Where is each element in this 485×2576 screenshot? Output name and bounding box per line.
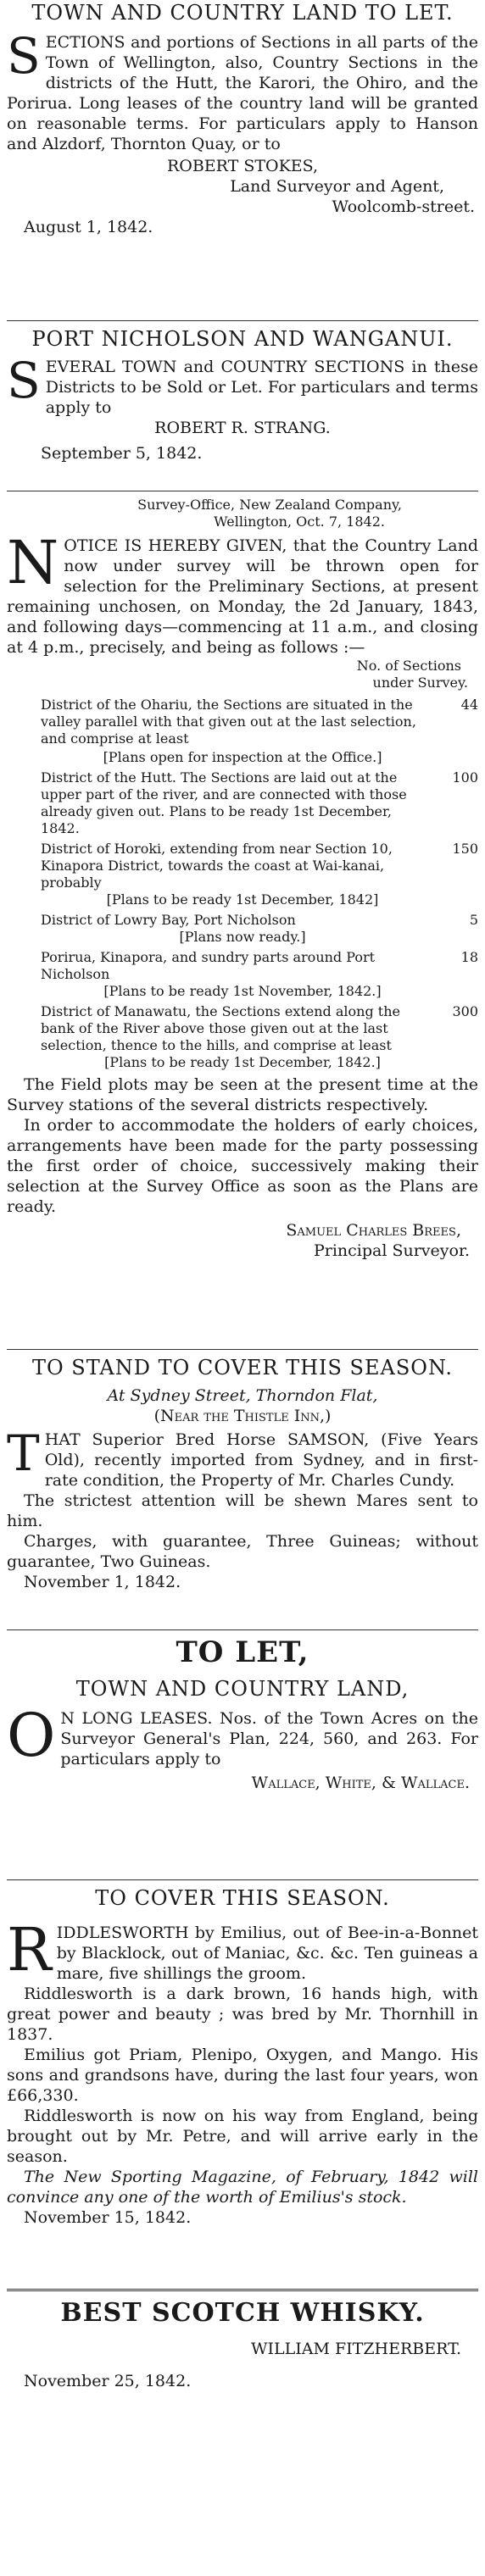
- ad-body: IDDLESWORTH by Emilius, out of Bee-in-a-Bonnet by Blacklock, out of Maniac, &c. &c. Ten guineas a mare, five shillings the groom.: [56, 1924, 478, 1983]
- district-note: [Plans to be ready 1st November, 1842.]: [103, 983, 382, 999]
- ad-heading: BEST SCOTCH WHISKY.: [60, 2298, 425, 2328]
- ad-body: HAT Superior Bred Horse SAMSON, (Five Years Old), recently imported from Sydney, and in first-rate condition, the Property of Mr. Charles Cundy.: [44, 1430, 478, 1490]
- divider: [7, 1629, 478, 1630]
- ad-footer: In order to accommodate the holders of early choices, arrangements have been made for the party possessing the first order of choice, successively making their selection at the Survey Office as soon as the Plans are ready.: [7, 1116, 478, 1216]
- ad-riddlesworth: [7, 1885, 478, 2284]
- ad-heading: TOWN AND COUNTRY LAND TO LET.: [31, 1, 454, 25]
- ad-near: (Near the Thistle Inn,): [153, 1407, 332, 1425]
- ad-heading: TO LET,: [176, 1635, 309, 1669]
- office-date: Wellington, Oct. 7, 1842.: [214, 514, 385, 530]
- ad-body: The strictest attention will be shewn Mares sent to him.: [7, 1491, 478, 1530]
- ad-scotch-whisky: [7, 2296, 478, 2423]
- drop-cap: S: [7, 352, 41, 409]
- ad-heading: TO COVER THIS SEASON.: [95, 1886, 390, 1910]
- ad-subheading: TOWN AND COUNTRY LAND,: [75, 1677, 410, 1701]
- district-item: Porirua, Kinapora, and sundry parts around Port Nicholson 18: [41, 949, 478, 982]
- district-note: [Plans to be ready 1st December, 1842.]: [104, 1054, 381, 1070]
- drop-cap: N: [7, 528, 59, 597]
- drop-cap: S: [7, 27, 41, 85]
- district-note: [Plans to be ready 1st December, 1842]: [106, 891, 379, 908]
- divider: [7, 2289, 478, 2291]
- ad-date: August 1, 1842.: [24, 218, 153, 236]
- ad-heading: TO STAND TO COVER THIS SEASON.: [31, 1356, 454, 1380]
- ad-body: EVERAL TOWN and COUNTRY SECTIONS in these Districts to be Sold or Let. For particulars and terms apply to: [45, 358, 478, 417]
- ad-body: OTICE IS HEREBY GIVEN, that the Country Land now under survey will be thrown open for selection for the Preliminary Sections, at present remaining unchosen, on Monday, the 2d January, 1843, and following days—commencing at 11 a.m., and closing at 4 p.m., precisely, and being as follows :—: [7, 536, 478, 657]
- divider: [7, 1349, 478, 1350]
- ad-date: November 25, 1842.: [24, 2372, 192, 2390]
- ad-heading: PORT NICHOLSON AND WANGANUI.: [31, 327, 454, 351]
- signer-name: Samuel Charles Brees,: [286, 1221, 461, 1240]
- district-note: [Plans open for inspection at the Office.]: [103, 749, 382, 765]
- district-list: [7, 697, 478, 1071]
- divider: [7, 320, 478, 321]
- ad-body: N LONG LEASES. Nos. of the Town Acres on the Surveyor General's Plan, 224, 560, and 263. For particulars apply to: [60, 1709, 478, 1768]
- ad-samson-horse: [7, 1355, 478, 1624]
- ad-date: November 15, 1842.: [24, 2208, 192, 2227]
- signer-title: Principal Surveyor.: [313, 1241, 470, 1260]
- ad-body: Charges, with guarantee, Three Guineas; without guarantee, Two Guineas.: [7, 1532, 478, 1571]
- signer-name: Wallace, White, & Wallace.: [251, 1774, 470, 1792]
- drop-cap: O: [7, 1701, 56, 1770]
- divider: [7, 1879, 478, 1880]
- signer-name: WILLIAM FITZHERBERT.: [250, 2340, 461, 2358]
- ad-location: At Sydney Street, Thorndon Flat,: [107, 1386, 378, 1405]
- ad-body: Emilius got Priam, Plenipo, Oxygen, and Mango. His sons and grandsons have, during the last four years, won £66,330.: [7, 2046, 478, 2105]
- ad-date: September 5, 1842.: [41, 444, 203, 463]
- drop-cap: R: [7, 1915, 52, 1985]
- ad-body: Riddlesworth is a dark brown, 16 hands high, with great power and beauty ; was bred by Mr. Thornhill in 1837.: [7, 1985, 478, 2044]
- ad-town-country-land: [7, 0, 478, 315]
- district-item: District of Horoki, extending from near Section 10, Kinapora District, towards the coast at Wai-kanai, probably 150: [41, 841, 478, 891]
- ad-to-let: [7, 1635, 478, 1874]
- ad-port-nicholson: [7, 326, 478, 486]
- ad-footer: The Field plots may be seen at the present time at the Survey stations of the several districts respectively.: [7, 1075, 478, 1114]
- district-note: [Plans now ready.]: [179, 929, 306, 945]
- ad-survey-office-notice: [7, 497, 478, 1344]
- signer-address: Woolcomb-street.: [332, 197, 475, 216]
- column-heading: No. of Sections: [356, 658, 461, 674]
- district-item: District of Manawatu, the Sections extend along the bank of the River above those given out at the last selection, thence to the hills, and comprise at least 300: [41, 1003, 478, 1053]
- column-heading: under Survey.: [372, 675, 468, 691]
- ad-body: The New Sporting Magazine, of February, 1842 will convince any one of the worth of Emilius's stock.: [7, 2168, 478, 2207]
- newspaper-column: [7, 0, 478, 2423]
- district-item: District of Lowry Bay, Port Nicholson 5: [41, 912, 478, 928]
- drop-cap: T: [7, 1424, 40, 1482]
- ad-date: November 1, 1842.: [24, 1573, 181, 1591]
- district-item: District of the Hutt. The Sections are laid out at the upper part of the river, and are connected with those already given out. Plans to be ready 1st December, 1842. 100: [41, 769, 478, 836]
- district-item: District of the Ohariu, the Sections are situated in the valley parallel with that given out at the last selection, and comprise at least 44: [41, 697, 478, 747]
- signer-title: Land Surveyor and Agent,: [230, 177, 444, 196]
- ad-body: ECTIONS and portions of Sections in all parts of the Town of Wellington, also, Country Sections in the districts of the Hutt, the Karori, the Ohiro, and the Porirua. Long leases of the country land will be granted on reasonable terms. For particulars apply to Hanson and Alzdorf, Thornton Quay, or to: [7, 33, 478, 153]
- office-line: Survey-Office, New Zealand Company,: [137, 497, 402, 513]
- signer-name: ROBERT STOKES,: [166, 157, 319, 175]
- ad-body: Riddlesworth is now on his way from England, being brought out by Mr. Petre, and will arrive early in the season.: [7, 2107, 478, 2166]
- signer-name: ROBERT R. STRANG.: [154, 419, 331, 437]
